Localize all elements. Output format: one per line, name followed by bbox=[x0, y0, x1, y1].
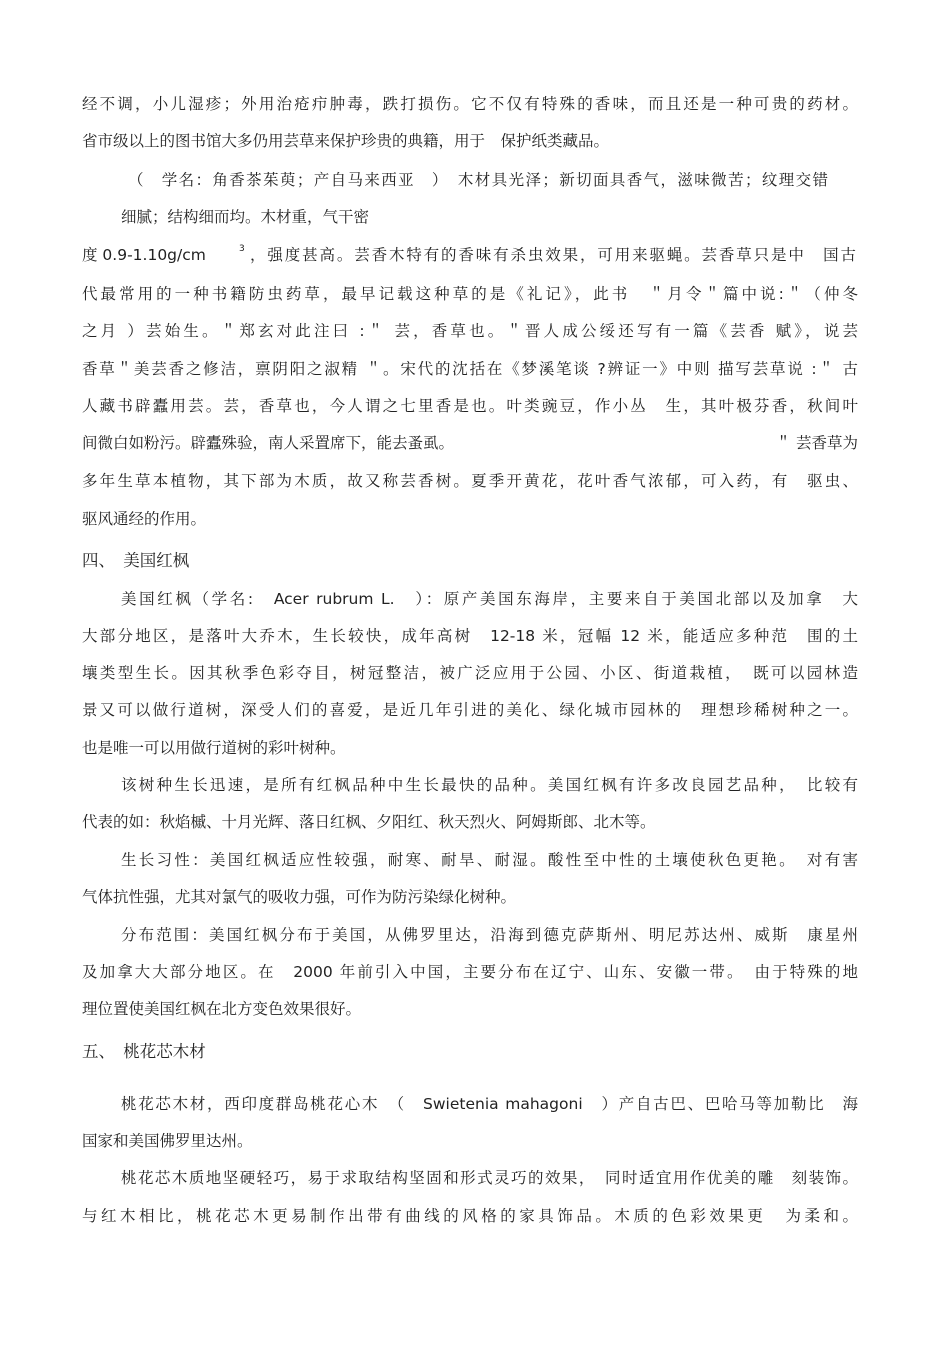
text-line: 景又可以做行道树，深受人们的喜爱，是近几年引进的美化、绿化城市园林的 理想珍稀树种之一。 bbox=[82, 701, 858, 719]
text-line: 经不调，小儿湿疹；外用治疮疖肿毒，跌打损伤。它不仅有特殊的香味，而且还是一种可贵的药材。 bbox=[82, 95, 858, 113]
text-line: 理位置使美国红枫在北方变色效果很好。 bbox=[82, 1000, 362, 1018]
text-line: （ 学名：角香茶茱萸；产自马来西亚 ） 木材具光泽；新切面具香气，滋味微苦；纹理交错 bbox=[128, 171, 828, 189]
text-line: 壤类型生长。因其秋季色彩夺目，树冠整洁，被广泛应用于公园、小区、街道栽植， 既可以园林造 bbox=[82, 664, 858, 682]
text-line: 人藏书辟蠹用芸。芸，香草也，今人谓之七里香是也。叶类豌豆，作小丛 生，其叶极芬香，秋间叶 bbox=[82, 397, 858, 415]
text-line: 气体抗性强，尤其对氯气的吸收力强，可作为防污染绿化树种。 bbox=[82, 888, 517, 906]
text-line: ，强度甚高。芸香木特有的香味有杀虫效果，可用来驱蝇。芸香草只是中 国古 bbox=[250, 246, 856, 264]
text-line: 也是唯一可以用做行道树的彩叶树种。 bbox=[82, 739, 346, 757]
text-line: 驱风通经的作用。 bbox=[82, 510, 207, 528]
text-line: 国家和美国佛罗里达州。 bbox=[82, 1132, 253, 1150]
text-line: 代最常用的一种书籍防虫药草，最早记载这种草的是《礼记》，此书 ＂月令＂篇中说:＂（仲冬 bbox=[82, 285, 858, 303]
text-line: 细腻；结构细而均。木材重，气干密 bbox=[121, 208, 370, 226]
text-line: 分布范围：美国红枫分布于美国，从佛罗里达，沿海到德克萨斯州、明尼苏达州、威斯 康星州 bbox=[121, 926, 858, 944]
text-line: 代表的如：秋焰槭、十月光辉、落日红枫、夕阳红、秋天烈火、阿姆斯郎、北木等。 bbox=[82, 813, 656, 831]
text-line: 香草＂美芸香之修洁，禀阴阳之淑精 ＂。宋代的沈括在《梦溪笔谈 ?辨证一》中则 描写芸草说 :＂ 古 bbox=[82, 360, 858, 378]
text-line: 及加拿大大部分地区。在 2000 年前引入中国，主要分布在辽宁、山东、安徽一带。 由于特殊的地 bbox=[82, 963, 858, 981]
text-line: ＂ 芸香草为 bbox=[775, 434, 858, 452]
section-heading: 四、 美国红枫 bbox=[82, 551, 190, 570]
text-line: 大部分地区，是落叶大乔木，生长较快，成年高树 12-18 米，冠幅 12 米，能适应多种范 围的土 bbox=[82, 627, 858, 645]
text-line: 美国红枫（学名: Acer rubrum L. ）：原产美国东海岸，主要来自于美国北部以及加拿 大 bbox=[121, 590, 858, 608]
text-line-density: 度 0.9-1.10g/cm bbox=[82, 246, 206, 264]
section-heading: 五、 桃花芯木材 bbox=[82, 1042, 206, 1061]
text-line: 省市级以上的图书馆大多仍用芸草来保护珍贵的典籍，用于 保护纸类藏品。 bbox=[82, 132, 610, 150]
text-line: 桃花芯木材，西印度群岛桃花心木 （ Swietenia mahagoni ）产自古巴、巴哈马等加勒比 海 bbox=[121, 1095, 858, 1113]
text-line: 间微白如粉污。辟蠹殊验，南人采置席下，能去蚤虱。 bbox=[82, 434, 455, 452]
text-line: 桃花芯木质地坚硬轻巧，易于求取结构坚固和形式灵巧的效果， 同时适宜用作优美的雕 刻装饰。 bbox=[121, 1169, 858, 1187]
text-line: 该树种生长迅速，是所有红枫品种中生长最快的品种。美国红枫有许多改良园艺品种， 比较有 bbox=[121, 776, 858, 794]
text-line: 之月 ）芸始生。＂郑玄对此注曰 :＂ 芸，香草也。＂晋人成公绥还写有一篇《芸香 赋》，说芸 bbox=[82, 322, 858, 340]
text-line: 多年生草本植物，其下部为木质，故又称芸香树。夏季开黄花，花叶香气浓郁，可入药，有 驱虫、 bbox=[82, 472, 858, 490]
superscript: 3 bbox=[239, 244, 245, 254]
text-line: 与红木相比，桃花芯木更易制作出带有曲线的风格的家具饰品。木质的色彩效果更 为柔和。 bbox=[82, 1207, 858, 1225]
text-line: 生长习性：美国红枫适应性较强，耐寒、耐旱、耐湿。酸性至中性的土壤使秋色更艳。 对有害 bbox=[121, 851, 858, 869]
